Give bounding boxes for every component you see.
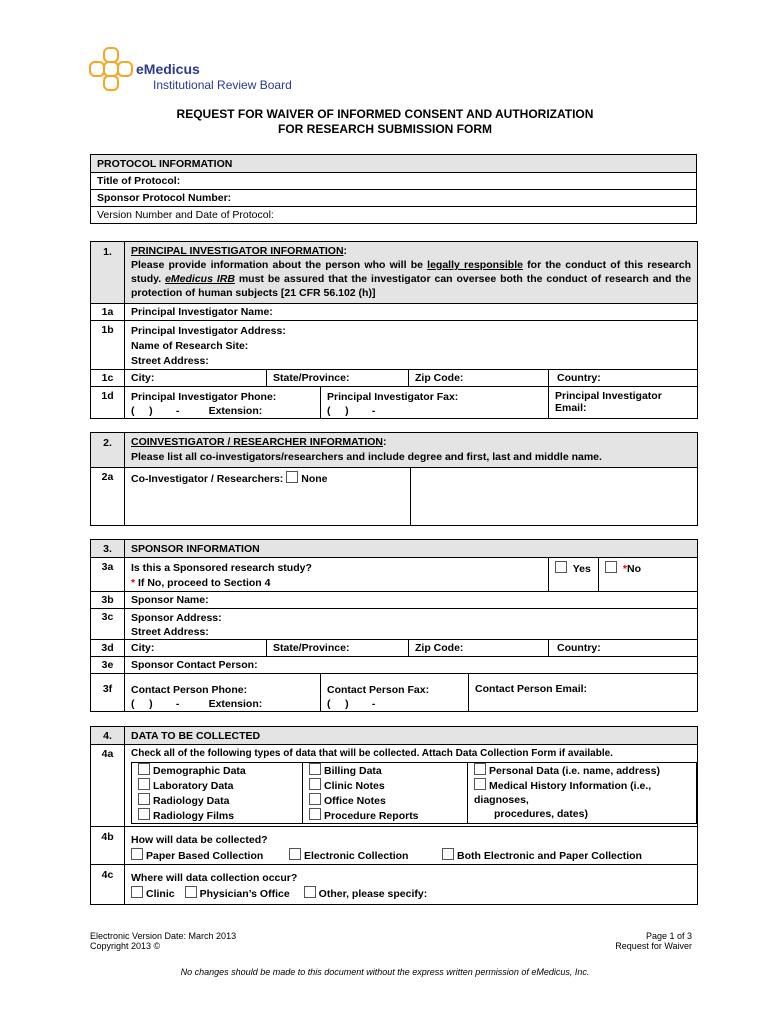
pi-state-field[interactable]: State/Province:	[267, 370, 409, 387]
pi-fax-label: Principal Investigator Fax:	[327, 391, 459, 403]
row-4c-number: 4c	[91, 865, 125, 905]
row-3f-number: 3f	[91, 674, 125, 712]
other-option[interactable]	[304, 888, 428, 900]
section-2-number: 2.	[91, 433, 125, 468]
data-type-option[interactable]	[309, 778, 461, 793]
sponsor-city-field[interactable]: City:	[125, 640, 267, 657]
data-type-option[interactable]	[138, 778, 296, 793]
data-type-label: Demographic Data	[153, 765, 246, 777]
section-2-heading: COINVESTIGATOR / RESEARCHER INFORMATION	[131, 436, 384, 448]
sponsor-name-field[interactable]: Sponsor Name:	[125, 592, 698, 609]
sponsored-question-label: Is this a Sponsored research study?	[131, 562, 312, 574]
section-3-heading: SPONSOR INFORMATION	[125, 540, 698, 558]
section-1-desc-c: for the conduct of this research study.	[131, 259, 692, 285]
row-1c-number: 1c	[91, 370, 125, 387]
row-3a-number: 3a	[91, 558, 125, 592]
office-option[interactable]	[185, 888, 290, 900]
brand-subtitle: Institutional Review Board	[153, 78, 292, 92]
checkbox[interactable]	[138, 763, 150, 775]
section-3-table	[90, 539, 698, 712]
checkbox[interactable]	[304, 886, 316, 898]
sponsor-address-label: Sponsor Address:	[131, 612, 222, 624]
protocol-title-field[interactable]: Title of Protocol:	[91, 173, 697, 190]
pi-phone-field[interactable]	[125, 387, 321, 419]
section-4-table	[90, 726, 698, 905]
section-2-desc: Please list all co-investigators/researchers and include degree and first, last and middle name.	[131, 451, 602, 463]
data-type-label: Personal Data (i.e. name, address)	[489, 765, 660, 777]
contact-fax-field[interactable]	[321, 674, 469, 712]
data-type-label: Office Notes	[324, 795, 386, 807]
data-type-label: Medical History Information (i.e., diagnoses,	[474, 780, 652, 806]
row-4a-number: 4a	[91, 745, 125, 827]
sponsor-contact-field[interactable]: Sponsor Contact Person:	[125, 657, 698, 674]
data-types-column-2	[303, 763, 468, 824]
contact-email-field[interactable]: Contact Person Email:	[469, 674, 698, 712]
row-1a-number: 1a	[91, 304, 125, 321]
data-types-column-3	[468, 763, 697, 824]
data-type-label: Billing Data	[324, 765, 382, 777]
section-4-number: 4.	[91, 727, 125, 745]
sponsored-note: If No, proceed to Section 4	[135, 577, 271, 589]
checkbox[interactable]	[474, 763, 486, 775]
section-1-desc-b: legally responsible	[427, 259, 523, 271]
pi-name-field[interactable]: Principal Investigator Name:	[125, 304, 698, 321]
data-type-label-cont: procedures, dates)	[494, 808, 588, 820]
clinic-label: Clinic	[146, 888, 175, 900]
copyright-notice: No changes should be made to this document without the express written permission of eMedicus, Inc.	[180, 967, 590, 977]
protocol-header: PROTOCOL INFORMATION	[91, 155, 697, 173]
pi-city-field[interactable]: City:	[125, 370, 267, 387]
row-3d-number: 3d	[91, 640, 125, 657]
checkbox[interactable]	[309, 763, 321, 775]
no-option[interactable]	[599, 558, 698, 592]
data-type-option[interactable]	[309, 808, 461, 823]
co-investigator-entry[interactable]	[411, 468, 698, 526]
checkbox[interactable]	[185, 886, 197, 898]
clinic-option[interactable]	[131, 888, 175, 900]
row-3b-number: 3b	[91, 592, 125, 609]
yes-checkbox[interactable]	[555, 561, 567, 573]
sponsor-country-field[interactable]: Country:	[549, 640, 698, 657]
document-name: Request for Waiver	[615, 941, 692, 951]
none-checkbox[interactable]	[286, 471, 298, 483]
protocol-table	[90, 154, 697, 224]
section-1-number: 1.	[91, 242, 125, 304]
yes-label: Yes	[572, 563, 591, 575]
paper-option[interactable]	[131, 848, 289, 864]
checkbox[interactable]	[309, 808, 321, 820]
sponsor-state-field[interactable]: State/Province:	[267, 640, 409, 657]
sponsor-address-field[interactable]	[125, 609, 698, 640]
section-2-heading-colon: :	[383, 436, 387, 448]
pi-address-field[interactable]	[125, 321, 698, 370]
checkbox[interactable]	[289, 848, 301, 860]
pi-phone-format: ( ) - Extension:	[131, 405, 263, 417]
office-label: Physician’s Office	[199, 888, 290, 900]
pi-phone-label: Principal Investigator Phone:	[131, 391, 277, 403]
co-investigator-label: Co-Investigator / Researchers:	[131, 473, 284, 485]
required-star: *	[131, 577, 136, 589]
no-checkbox[interactable]	[605, 561, 617, 573]
footer-left	[90, 931, 236, 951]
section-3-number: 3.	[91, 540, 125, 558]
data-types-question: Check all of the following types of data that will be collected. Attach Data Collection Form if available.	[131, 748, 613, 759]
contact-phone-label: Contact Person Phone:	[131, 684, 248, 696]
electronic-option[interactable]	[289, 848, 442, 864]
title-line-1: REQUEST FOR WAIVER OF INFORMED CONSENT AND AUTHORIZATION	[176, 107, 594, 121]
sponsor-street-label: Street Address:	[131, 626, 209, 638]
emedicus-logo-icon	[88, 46, 136, 92]
checkbox[interactable]	[138, 793, 150, 805]
pi-fax-field[interactable]	[321, 387, 549, 419]
pi-country-field[interactable]: Country:	[549, 370, 698, 387]
data-type-label: Radiology Films	[153, 810, 235, 822]
pi-email-field[interactable]: Principal Investigator Email:	[549, 387, 698, 419]
protocol-version-field[interactable]: Version Number and Date of Protocol:	[91, 207, 697, 224]
checkbox[interactable]	[131, 886, 143, 898]
section-1-header	[125, 242, 698, 304]
collection-location-cell	[125, 865, 698, 905]
row-3e-number: 3e	[91, 657, 125, 674]
section-2-table	[90, 432, 698, 526]
data-type-option[interactable]	[474, 763, 690, 778]
checkbox[interactable]	[309, 778, 321, 790]
contact-fax-label: Contact Person Fax:	[327, 684, 430, 696]
section-1-heading-colon: :	[343, 245, 348, 257]
row-3c-number: 3c	[91, 609, 125, 640]
both-option[interactable]	[442, 850, 642, 862]
sponsor-zip-field[interactable]: Zip Code:	[409, 640, 549, 657]
version-date: Electronic Version Date: March 2013	[90, 931, 237, 941]
data-types-column-1	[132, 763, 303, 824]
data-type-label: Procedure Reports	[324, 810, 419, 822]
other-label: Other, please specify:	[318, 888, 428, 900]
pi-address-label: Principal Investigator Address:	[131, 325, 286, 337]
copyright: Copyright 2013 ©	[90, 941, 161, 951]
both-label: Both Electronic and Paper Collection	[457, 850, 642, 862]
section-1-desc-e: must be assured that the investigator can oversee both the conduct of research and the protection of human subjects [21 CFR 56.102 (h)]	[131, 273, 692, 299]
collection-method-question: How will data be collected?	[131, 834, 268, 846]
section-1-table	[90, 241, 698, 419]
title-line-2: FOR RESEARCH SUBMISSION FORM	[277, 122, 492, 136]
no-label: No	[627, 563, 642, 575]
footer-right	[615, 931, 692, 951]
contact-phone-format: ( ) - Extension:	[131, 698, 263, 710]
row-2a-number: 2a	[91, 468, 125, 526]
checkbox[interactable]	[442, 848, 454, 860]
section-1-heading: PRINCIPAL INVESTIGATOR INFORMATION	[131, 245, 344, 257]
data-types-grid	[131, 762, 697, 824]
none-label: None	[301, 473, 328, 485]
collection-method-cell	[125, 827, 698, 865]
data-type-label: Clinic Notes	[324, 780, 385, 792]
checkbox[interactable]	[309, 793, 321, 805]
yes-option[interactable]	[549, 558, 599, 592]
paper-label: Paper Based Collection	[146, 850, 264, 862]
checkbox[interactable]	[138, 778, 150, 790]
contact-fax-format: ( ) -	[327, 698, 376, 710]
row-1d-number: 1d	[91, 387, 125, 419]
co-investigator-field[interactable]	[125, 468, 411, 526]
pi-zip-field[interactable]: Zip Code:	[409, 370, 549, 387]
electronic-label: Electronic Collection	[304, 850, 409, 862]
pi-fax-format: ( ) -	[327, 405, 376, 417]
section-1-desc-d: eMedicus IRB	[165, 273, 235, 285]
data-type-option[interactable]	[309, 763, 461, 778]
data-type-option[interactable]	[138, 808, 296, 823]
contact-phone-field[interactable]	[125, 674, 321, 712]
brand-name: eMedicus	[136, 61, 200, 77]
data-type-option[interactable]	[309, 793, 461, 808]
street-address-label: Street Address:	[131, 355, 209, 367]
data-type-option[interactable]	[138, 793, 296, 808]
data-type-label: Radiology Data	[153, 795, 230, 807]
no-required-star: *	[622, 563, 628, 575]
collection-location-question: Where will data collection occur?	[131, 872, 298, 884]
checkbox[interactable]	[131, 848, 143, 860]
section-4-heading: DATA TO BE COLLECTED	[125, 727, 698, 745]
data-type-option[interactable]	[138, 763, 296, 778]
row-1b-number: 1b	[91, 321, 125, 370]
document-title	[90, 107, 680, 137]
page-number: Page 1 of 3	[645, 931, 692, 941]
sponsored-question	[125, 558, 549, 592]
data-type-label: Laboratory Data	[153, 780, 234, 792]
checkbox[interactable]	[138, 808, 150, 820]
checkbox[interactable]	[474, 778, 486, 790]
data-type-option[interactable]	[474, 778, 690, 807]
section-2-header	[125, 433, 698, 468]
sponsor-protocol-number-field[interactable]: Sponsor Protocol Number:	[91, 190, 697, 207]
data-types-cell	[125, 745, 698, 827]
research-site-label: Name of Research Site:	[131, 340, 249, 352]
section-1-desc-a: Please provide information about the person who will be	[131, 259, 428, 271]
row-4b-number: 4b	[91, 827, 125, 865]
